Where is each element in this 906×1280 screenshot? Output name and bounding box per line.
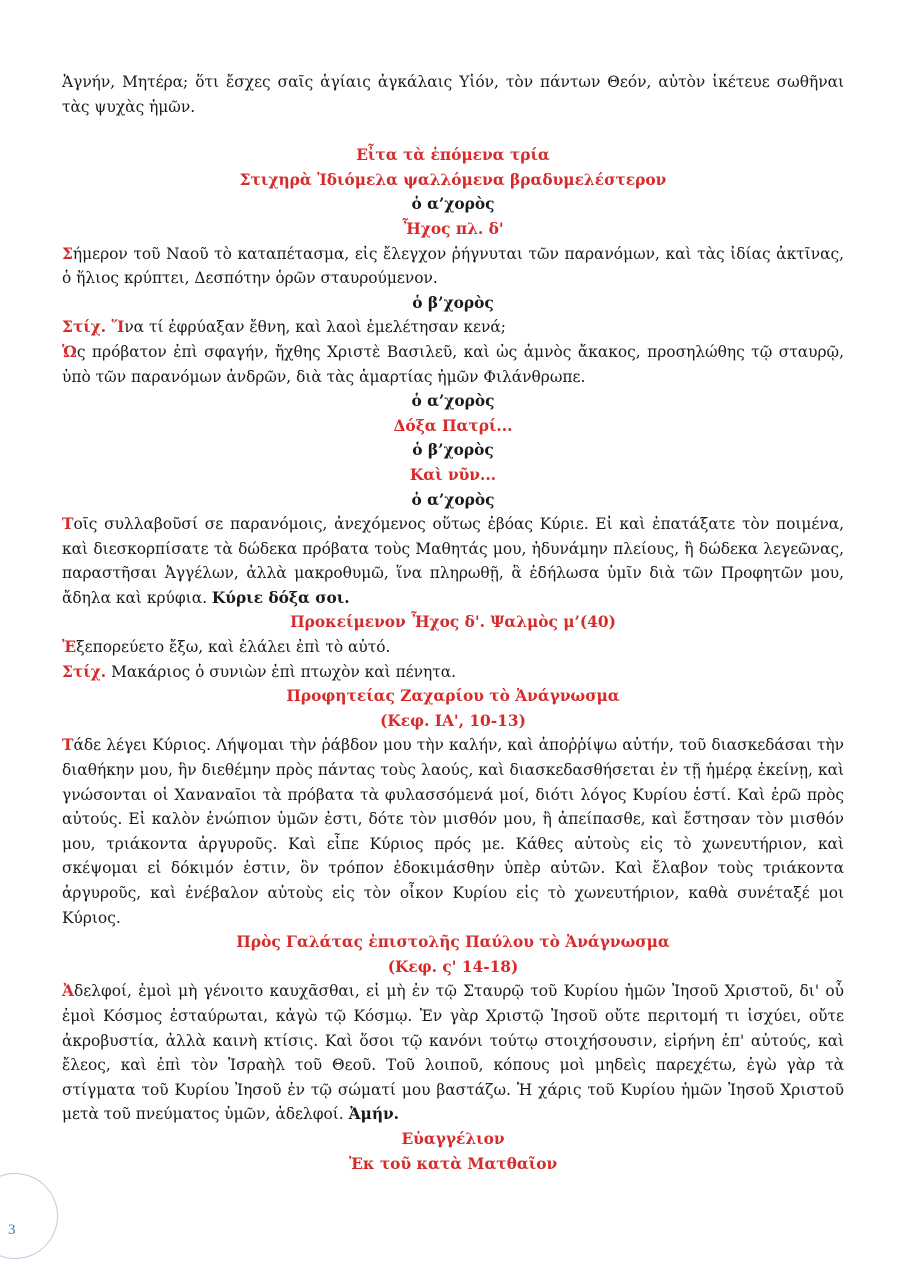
opening-paragraph: Ἁγνήν, Μητέρα; ὅτι ἔσχες σαῖς ἁγίαις ἀγκάλαις Υἱόν, τὸν πάντων Θεόν, αὐτὸν ἱκέτευε σωθῆναι τὰς ψυχὰς ἡμῶν.: [62, 73, 844, 116]
drop-initial: Ὡ: [62, 342, 77, 361]
prokeimenon-text: Ἐξεπορεύετο ἔξω, καὶ ἐλάλει ἐπὶ τὸ αὐτό.: [62, 638, 391, 657]
rubric-heading-stichera: Στιχηρὰ Ἰδιόμελα ψαλλόμενα βραδυμελέστερον: [239, 170, 667, 189]
kai-nyn-label: Καὶ νῦν...: [409, 465, 497, 484]
drop-initial: Τ: [62, 515, 74, 534]
reading-reference: (Κεφ. ς' 14-18): [387, 957, 519, 976]
choir-label: ὁ α’χορὸς: [411, 195, 495, 214]
choir-label: ὁ α’χορὸς: [411, 392, 495, 411]
reading-reference: (Κεφ. ΙΑ', 10-13): [380, 711, 526, 730]
bold-ending: Ἀμήν.: [348, 1105, 400, 1124]
reading-paragraph: Ἀδελφοί, ἐμοὶ μὴ γένοιτο καυχᾶσθαι, εἰ μὴ ἐν τῷ Σταυρῷ τοῦ Κυρίου ἡμῶν Ἰησοῦ Χριστοῦ, δι' οὗ ἐμοὶ Κόσμος ἐσταύρωται, κἀγὼ τῷ Κόσμῳ. Ἐν γὰρ Χριστῷ Ἰησοῦ οὔτε περιτομή τι ἰσχύει, οὔτε ἀκροβυστία, ἀλλὰ καινὴ κτίσις. Καὶ ὅσοι τῷ κανόνι τούτῳ στοιχήσουσιν, εἰρήνη ἐπ' αὐτούς, καὶ ἔλεος, καὶ ἐπὶ τὸν Ἰσραὴλ τοῦ Θεοῦ. Τοῦ λοιποῦ, κόπους μοὶ μηδεὶς παρεχέτω, ἐγὼ γὰρ τὰ στίγματα τοῦ Κυρίου Ἰησοῦ ἐν τῷ σώματί μου βαστάζω. Ἡ χάρις τοῦ Κυρίου ἡμῶν Ἰησοῦ Χριστοῦ μετὰ τοῦ πνεύματος ὑμῶν, ἀδελφοί. Ἀμήν.: [62, 982, 844, 1124]
reading-paragraph: Τάδε λέγει Κύριος. Λήψομαι τὴν ῥάβδον μου τὴν καλήν, καὶ ἀποῤῥίψω αὐτήν, τοῦ διασκεδάσαι τὴν διαθήκην μου, ἣν διεθέμην πρὸς πάντας τοὺς λαούς, καὶ διασκεδασθήσεται ἐν τῇ ἡμέρᾳ ἐκείνῃ, καὶ γνώσονται οἱ Χαναναῖοι τὰ πρόβατα τὰ φυλασσόμενά μοί, διότι λόγος Κυρίου ἐστί. Καὶ ἐρῶ πρὸς αὐτούς. Εἰ καλὸν ἐνώπιον ὑμῶν ἐστι, δότε τὸν μισθόν μου, ἢ ἀπείπασθε, καὶ ἔστησαν τὸν μισθόν μου, τριάκοντα ἀργυροῦς. Καὶ εἶπε Κύριος πρός με. Κάθες αὐτοὺς εἰς τὸ χωνευτήριον, καὶ σκέψομαι εἰ δόκιμόν ἐστιν, ὃν τρόπον ἐδοκιμάσθην ὑπὲρ αὐτῶν. Καὶ ἔλαβον τοὺς τριάκοντα ἀργυροῦς, καὶ ἐνέβαλον αὐτοὺς εἰς τὸν οἶκον Κυρίου εἰς τὸ χωνευτήριον, καθὰ συνέταξέ μοι Κύριος.: [62, 736, 844, 927]
page-number-circle: [0, 1173, 58, 1259]
gospel-subtitle: Ἐκ τοῦ κατὰ Ματθαῖον: [348, 1154, 558, 1173]
rubric-heading: Εἶτα τὰ ἑπόμενα τρία: [356, 146, 550, 165]
drop-initial: Σ: [62, 244, 73, 263]
verse-line: Στίχ. Ἵνα τί ἐφρύαξαν ἔθνη, καὶ λαοὶ ἐμελέτησαν κενά;: [62, 318, 506, 337]
hymn-paragraph: Σήμερον τοῦ Ναοῦ τὸ καταπέτασμα, εἰς ἔλεγχον ῥήγνυται τῶν παρανόμων, καὶ τὰς ἰδίας ἀκτῖνας, ὁ ἥλιος κρύπτει, Δεσπότην ὁρῶν σταυρούμενον.: [62, 244, 844, 288]
choir-label: ὁ β’χορὸς: [412, 441, 494, 460]
page-body: [62, 70, 844, 1176]
hymn-paragraph: Τοῖς συλλαβοῦσί σε παρανόμοις, ἀνεχόμενος οὕτως ἐβόας Κύριε. Εἰ καὶ ἐπατάξατε τὸν ποιμένα, καὶ διεσκορπίσατε τὰ δώδεκα πρόβατα τοὺς Μαθητάς μου, ἠδυνάμην πλείους, ἢ δώδεκα λεγεῶνας, παραστῆσαι Ἀγγέλων, ἀλλὰ μακροθυμῶ, ἵνα πληρωθῇ, ἃ ἐδήλωσα ὑμῖν διὰ τῶν Προφητῶν μου, ἄδηλα καὶ κρύφια. Κύριε δόξα σοι.: [62, 515, 844, 607]
drop-initial: Ἀ: [62, 982, 74, 1001]
drop-initial: Ἐ: [62, 638, 77, 657]
prokeimenon-heading: Προκείμενον Ἦχος δ'. Ψαλμὸς μ’(40): [290, 613, 616, 632]
verse-line: Στίχ. Μακάριος ὁ συνιὼν ἐπὶ πτωχὸν καὶ πένητα.: [62, 662, 457, 681]
hymn-paragraph: Ὡς πρόβατον ἐπὶ σφαγήν, ἤχθης Χριστὲ Βασιλεῦ, καὶ ὡς ἀμνὸς ἄκακος, προσηλώθης τῷ σταυρῷ, ὑπὸ τῶν παρανόμων ἀνδρῶν, διὰ τὰς ἁμαρτίας ἡμῶν Φιλάνθρωπε.: [62, 342, 844, 386]
choir-label: ὁ β’χορὸς: [412, 293, 494, 312]
choir-label: ὁ α’χορὸς: [411, 490, 495, 509]
bold-ending: Κύριε δόξα σοι.: [211, 588, 350, 607]
tone-label: Ἦχος πλ. δ': [402, 219, 504, 238]
drop-initial: Τ: [62, 736, 74, 755]
verse-label: Στίχ. Ἵ: [62, 318, 125, 337]
gospel-title: Εὐαγγέλιον: [401, 1129, 505, 1148]
verse-label: Στίχ.: [62, 662, 107, 681]
reading-title: Πρὸς Γαλάτας ἐπιστολῆς Παύλου τὸ Ἀνάγνωσμα: [236, 933, 670, 952]
page-number: 3: [8, 1222, 16, 1238]
doxology-label: Δόξα Πατρί...: [393, 416, 513, 435]
reading-title: Προφητείας Ζαχαρίου τὸ Ἀνάγνωσμα: [286, 687, 620, 706]
